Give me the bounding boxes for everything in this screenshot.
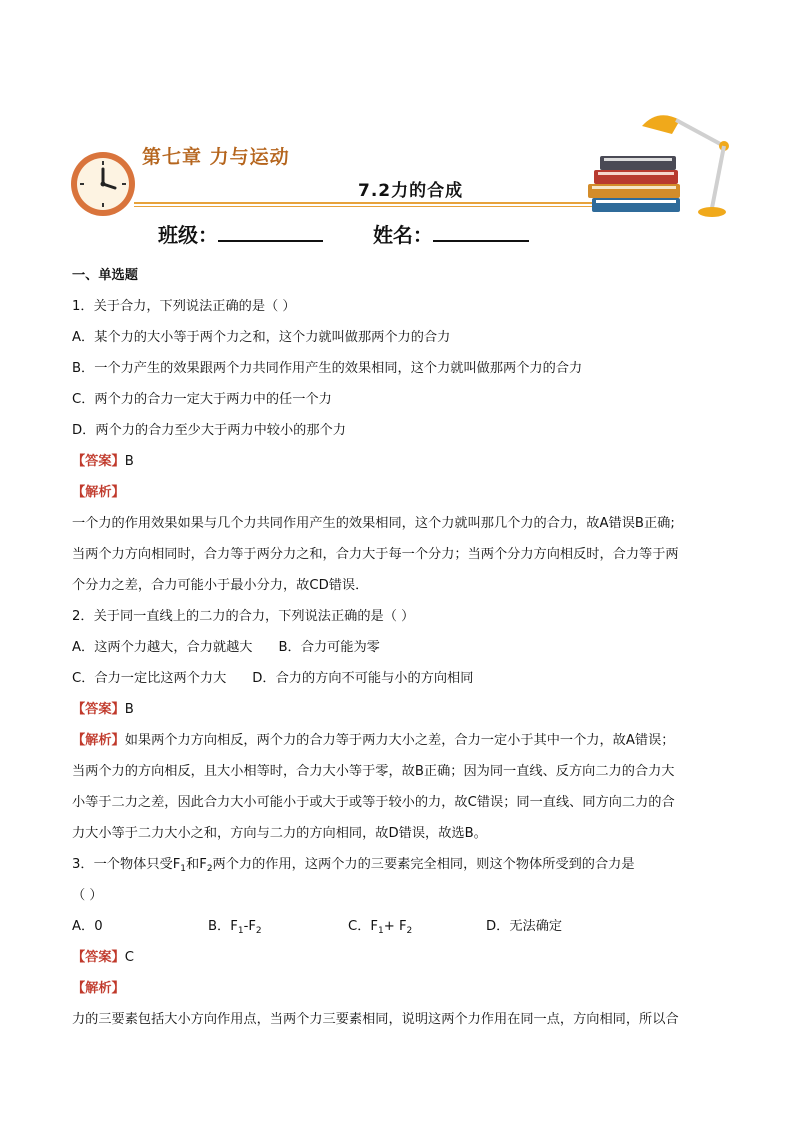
answer-tag: 【答案】 (72, 950, 125, 965)
class-field[interactable] (218, 218, 323, 242)
worksheet-content (72, 260, 722, 1035)
question-2-options-row-2 (72, 663, 722, 694)
analysis-text: 如果两个力方向相反，两个力的合力等于两力大小之差，合力一定小于其中一个力，故A错误； (124, 733, 675, 748)
question-1-option-c: C．两个力的合力一定大于两力中的任一个力 (72, 392, 332, 407)
question-2-option-d: D．合力的方向不可能与小的方向相同 (252, 671, 474, 686)
analysis-tag: 【解析】 (72, 733, 125, 748)
question-1-option-b: B．一个力产生的效果跟两个力共同作用产生的效果相同，这个力就叫做那两个力的合力 (72, 361, 583, 376)
question-3-option-d: D．无法确定 (486, 919, 563, 934)
answer-tag: 【答案】 (72, 702, 125, 717)
question-1-answer (72, 446, 722, 477)
option-text: + F (383, 919, 407, 934)
question-3-analysis-line: 力的三要素包括大小方向作用点，当两个力三要素相同，说明这两个力作用在同一点，方向相同，所以合 (72, 1012, 679, 1027)
stem-text: 和F (186, 857, 207, 872)
question-3-stem-cont: （ ） (72, 888, 103, 903)
chapter-title: 第七章 力与运动 (142, 146, 290, 168)
question-3-stem (72, 849, 722, 880)
clock-icon (68, 148, 138, 218)
answer-tag: 【答案】 (72, 454, 125, 469)
question-2-analysis-line (72, 725, 722, 756)
subscript: 1 (180, 864, 187, 874)
name-label: 姓名： (372, 223, 433, 247)
question-3-options (72, 911, 722, 942)
answer-value: C (124, 950, 134, 965)
class-label: 班级： (158, 223, 218, 247)
subscript: 1 (377, 926, 384, 936)
option-text: C．F (348, 919, 378, 934)
question-2-analysis-line: 当两个力的方向相反，且大小相等时，合力大小等于零，故B正确；因为同一直线、反方向二力的合力大 (72, 764, 675, 779)
stem-text: 3．一个物体只受F (72, 857, 181, 872)
question-2-analysis-line: 小等于二力之差，因此合力大小可能小于或大于或等于较小的力，故C错误；同一直线、同方向二力的合 (72, 795, 675, 810)
class-name-row (158, 218, 529, 248)
answer-value: B (124, 454, 134, 469)
question-2-answer (72, 694, 722, 725)
question-3-option-c (348, 911, 486, 942)
question-1-analysis-line: 个分力之差，合力可能小于最小分力，故CD错误． (72, 578, 369, 593)
page-header (0, 0, 794, 260)
question-2-option-c: C．合力一定比这两个力大 (72, 671, 227, 686)
subscript: 1 (237, 926, 244, 936)
question-1-analysis-line: 一个力的作用效果如果与几个力共同作用产生的效果相同，这个力就叫那几个力的合力，故A错误B正确; (72, 516, 675, 531)
question-2-stem: 2．关于同一直线上的二力的合力，下列说法正确的是（ ） (72, 609, 415, 624)
question-2-analysis-line: 力大小等于二力大小之和，方向与二力的方向相同，故D错误，故选B。 (72, 826, 487, 841)
section-heading: 一、单选题 (72, 268, 138, 283)
question-3-option-a: A．0 (72, 919, 103, 934)
subscript: 2 (255, 926, 262, 936)
question-1-analysis-tag (72, 477, 722, 508)
option-text: -F (243, 919, 256, 934)
question-1-option-d: D．两个力的合力至少大于两力中较小的那个力 (72, 423, 346, 438)
question-3-answer (72, 942, 722, 973)
analysis-tag: 【解析】 (72, 485, 125, 500)
question-1-option-a: A．某个力的大小等于两个力之和，这个力就叫做那两个力的合力 (72, 330, 451, 345)
subscript: 2 (406, 926, 413, 936)
header-divider (134, 202, 602, 204)
question-3-analysis-tag (72, 973, 722, 1004)
question-1-analysis-line: 当两个力方向相同时，合力等于两分力之和，合力大于每一个分力；当两个分力方向相反时，合力等于两 (72, 547, 679, 562)
option-text: B．F (208, 919, 238, 934)
answer-value: B (124, 702, 134, 717)
stem-text: 两个力的作用，这两个力的三要素完全相同，则这个物体所受到的合力是 (212, 857, 635, 872)
header-divider-thin (134, 206, 602, 207)
question-2-option-b: B．合力可能为零 (278, 640, 380, 655)
question-3-option-b (208, 911, 348, 942)
name-field[interactable] (433, 218, 529, 242)
question-2-options-row-1 (72, 632, 722, 663)
lamp-icon (638, 96, 738, 220)
question-2-option-a: A．这两个力越大，合力就越大 (72, 640, 253, 655)
analysis-tag: 【解析】 (72, 981, 125, 996)
section-title: 7.2力的合成 (358, 181, 464, 201)
subscript: 2 (206, 864, 213, 874)
question-1-stem: 1．关于合力，下列说法正确的是（ ） (72, 299, 296, 314)
